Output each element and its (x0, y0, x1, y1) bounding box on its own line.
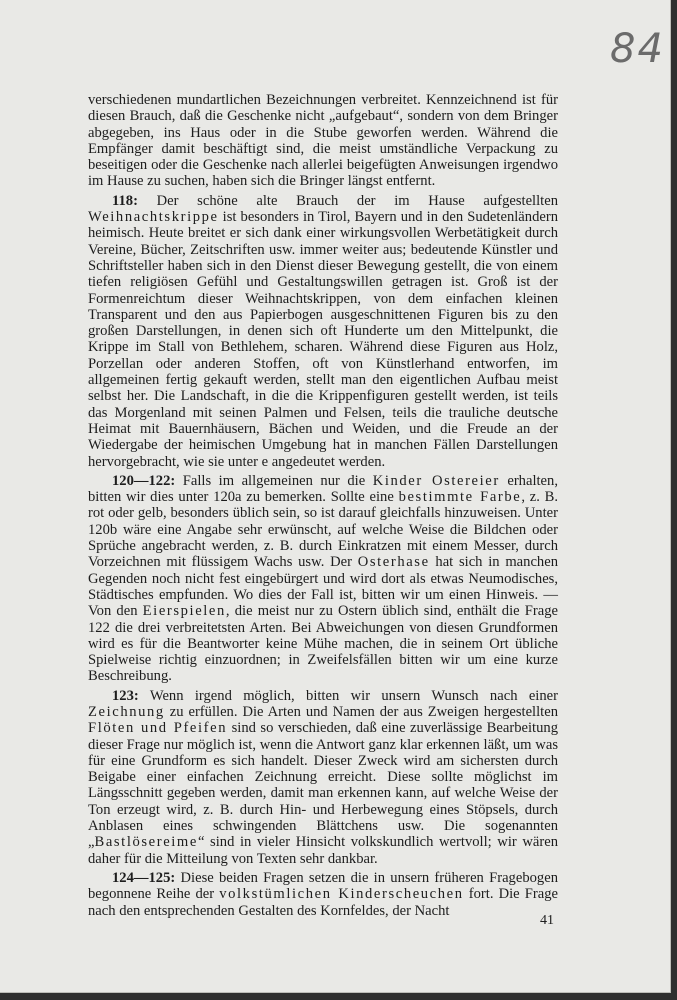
paragraph-number: 124—125: (112, 869, 176, 886)
spaced-emphasis-text: volkstümlichen Kinderscheuchen (219, 886, 464, 903)
text-segment: ist besonders in Tirol, Bayern und in den Sudetenländern heimisch. Heute breitet er sich dank einer wirkungsvollen Werbetätigkeit durch Vereine, Bücher, Zeitschriften usw. immer weiter aus; bedeutende Künstler und Schriftsteller haben sich in den Dienst dieser Bewegung gestellt, die von einem tiefen religiösen Gefühl und Gestaltungswillen getragen ist. Groß ist der Formenreichtum dieser Weihnachtskrippen, von dem einfachen kleinen Transparent und den aus Papierbogen ausgeschnittenen Figuren bis zu den großen Darstellungen, in denen sich oft Hunderte um den Mittelpunkt, die Krippe im Stall von Bethlehem, scharen. Während diese Figuren aus Holz, Porzellan oder anderen Stoffen, oft von Künstlerhand entworfen, im allgemeinen fertig gekauft werden, stellt man den eigentlichen Aufbau meist selbst her. Die Landschaft, in die die Krippenfiguren gestellt werden, ist teils das Morgenland mit seinen Palmen und Felsen, teils die trauliche deutsche Heimat mit Bauernhäusern, Bächen und Weiden, und die Freude an der Wiedergabe der heimischen Umgebung hat in manchen Fällen Darstellungen hervorgebracht, wie sie unter e angedeutet werden. (88, 209, 558, 470)
text-segment: “ sind in vieler Hinsicht volkskundlich wertvoll; wir wären daher für die Mitteilung von Texten sehr dankbar. (88, 834, 558, 867)
text-segment: hat sich in manchen Gegenden noch nicht fest eingebürgert und wird dort als etwas Neumodisches, Städtisches empfunden. Wo dies der Fall ist, bitten wir um einen Hinweis. — Von den (88, 554, 558, 620)
paragraph-number: 118: (112, 192, 138, 209)
paragraph (88, 193, 558, 470)
text-segment: , die meist nur zu Ostern üblich sind, enthält die Frage 122 die drei verbreitetsten Arten. Bei Abweichungen von diesen Grundformen wird es für die Beantworter keine Mühe machen, die in seinem Ort übliche Spielweise richtig einzuordnen; in Zweifelsfällen bitten wir um eine kurze Beschreibung. (88, 603, 558, 685)
text-segment: , z. B. rot oder gelb, besonders üblich sein, so ist darauf gleichfalls hinzuweisen. Unter 120b wäre eine Angabe sehr erwünscht, auf welche Weise die Bildchen oder Sprüche angebracht werden, z. B. durch Einkratzen mit einem Messer, durch Vorzeichnen mit flüssigem Wachs usw. Der (88, 489, 558, 571)
paragraph-number: 120—122: (112, 472, 176, 489)
text-segment: Wenn irgend möglich, bitten wir unsern Wunsch nach einer (149, 687, 558, 704)
text-segment: zu erfüllen. Die Arten und Namen der aus Zweigen hergestellten (164, 703, 558, 720)
spaced-emphasis-text: Zeichnung (88, 703, 165, 720)
text-segment: sind so verschieden, daß eine zuverlässige Bearbeitung dieser Frage nur möglich ist, wenn die Antwort ganz klar erkennen läßt, um was für eine Grundform es sich handelt. Dieser Zweck wird am sichersten durch Beigabe einer einfachen Zeichnung erreicht. Diese sollte möglichst im Längsschnitt gegeben werden, damit man erkennen kann, auf welche Weise der Ton erzeugt wird, z. B. durch Hin- und Herbewegung eines Stöpsels, durch Anblasen eines schwingenden Blättchens usw. Die sogenannten „ (88, 720, 558, 851)
spaced-emphasis-text: Bastlösereime (94, 834, 198, 851)
handwritten-folio-number: 84 (610, 26, 665, 72)
spaced-emphasis-text: Flöten und Pfeifen (88, 720, 228, 737)
text-segment: Diese beiden Fragen setzen die in unsern früheren Fragebogen begonnene Reihe der (88, 869, 558, 903)
text-segment: Der schöne alte Brauch der im Hause aufgestellten (156, 192, 558, 209)
text-segment: erhalten, bitten wir dies unter 120a zu bemerken. Sollte eine (88, 472, 558, 506)
text-segment: Falls im allgemeinen nur die (182, 472, 373, 489)
text-segment: verschiedenen mundartlichen Bezeichnungen verbreitet. Kennzeichnend ist für diesen Brauch, daß die Geschenke nicht „aufgebaut“, sondern von dem Bringer abgegeben, ins Haus oder in die Stube geworfen werden. Während die Empfänger damit beschäftigt sind, die meist umständliche Verpackung zu beseitigen oder die Geschenke nach allerlei beigefügten Anweisungen irgendwo im Hause zu suchen, haben sich die Bringer längst entfernt. (88, 92, 558, 190)
paragraph (88, 688, 558, 867)
spaced-emphasis-text: Kinder Ostereier (372, 472, 500, 489)
body-text (88, 92, 558, 922)
spaced-emphasis-text: Osterhase (357, 554, 430, 571)
paragraph-number: 123: (112, 687, 139, 704)
text-segment: fort. Die Frage nach den entsprechenden Gestalten des Kornfeldes, der Nacht (88, 886, 558, 919)
spaced-emphasis-text: Eierspielen (142, 603, 226, 620)
paragraph (88, 870, 558, 919)
spaced-emphasis-text: Weihnachtskrippe (88, 209, 219, 226)
spaced-emphasis-text: bestimmte Farbe (398, 489, 522, 506)
paragraph (88, 92, 558, 190)
page-number: 41 (540, 913, 554, 928)
paragraph (88, 473, 558, 685)
